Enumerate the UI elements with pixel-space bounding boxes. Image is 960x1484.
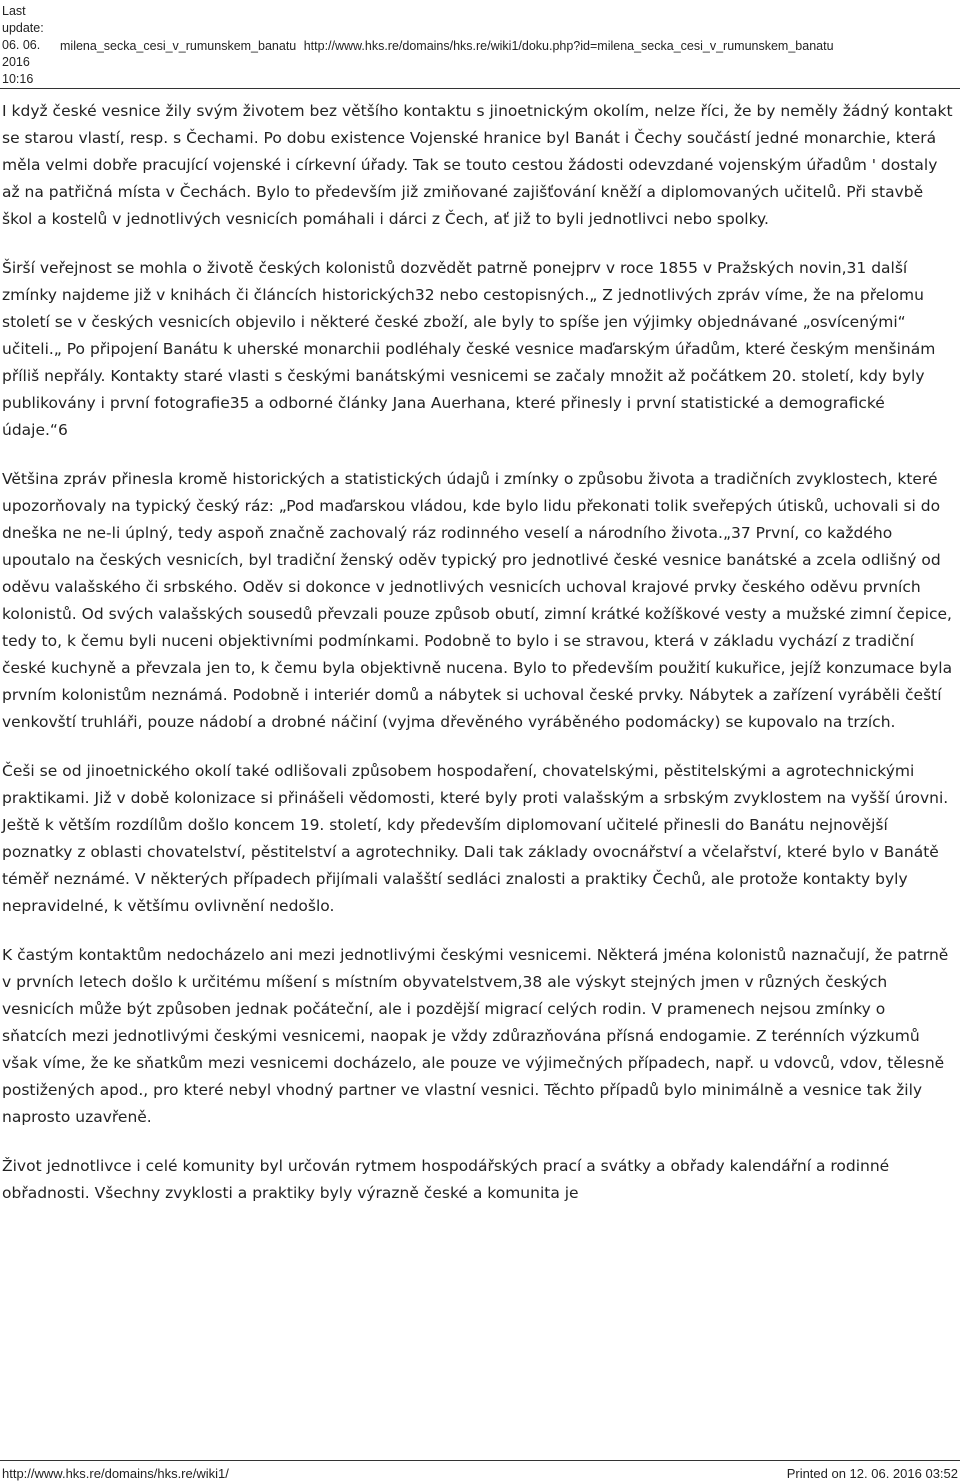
printed-date: Printed on 12. 06. 2016 03:52: [786, 1466, 958, 1481]
page-name: milena_secka_cesi_v_rumunskem_banatu: [60, 39, 297, 53]
page-footer: [0, 1460, 960, 1484]
last-update-label-2: update:: [2, 21, 44, 35]
last-update-label: Last: [2, 4, 26, 18]
page-identity: [60, 38, 838, 55]
paragraph-2: Širší veřejnost se mohla o životě českých kolonistů dozvědět patrně ponejprv v roce 1855 v Pražských novin,31 další zmínky najdeme již v knihách či článcích historických32 nebo cestopisných.„ Z jednotlivých zpráv víme, že na přelomu století se v českých vesnicích objevilo i některé české zboží, ale byly to spíše jen výjimky objednávané „osvícenými“ učiteli.„ Po připojení Banátu k uherské monarchii podléhaly české vesnice maďarským úřadům, které českým menšinám příliš nepřály. Kontakty staré vlasti s českými banátskými vesnicemi se začaly množit až počátkem 20. století, kdy byly publikovány i první fotografie35 a odborné články Jana Auerhana, které přinesly i první statistické a demografické údaje.“6: [2, 259, 936, 439]
last-update-date: 06. 06.: [2, 38, 41, 52]
paragraph-3: Většina zpráv přinesla kromě historických a statistických údajů i zmínky o způsobu života a tradičních zvyklostech, které upozorňovaly na typický český ráz: „Pod maďarskou vládou, kde bylo lidu překonati tolik sveřepých útisků, uchovali si do dneška ne ne-li úplný, tedy aspoň značně zachovalý ráz rodinného veselí a národního života.„37 První, co každého upoutalo na českých vesnicích, byl tradiční ženský oděv typický pro jednotlivé české vesnice banátské a zcela odlišný od oděvu valašského či srbského. Oděv si dokonce v jednotlivých vesnicích uchoval krajové prvky českého oděvu prvních kolonistů. Od svých valašských sousedů převzali pouze způsob obutí, zimní krátké kožíškové vesty a mužské zimní čepice, tedy to, k čemu byli nuceni objektivními podmínkami. Podobně to bylo i se stravou, která v základu vychází z tradiční české kuchyně a převzala jen to, k čemu byla objektivně nucena. Bylo to především použití kukuřice, jejíž konzumace byla prvním kolonistům neznámá. Podobně i interiér domů a nábytek si uchoval české prvky. Nábytek a zařízení vyráběli čeští venkovští truhláři, pouze nádobí a drobné náčiní (vyjma dřevěného vyráběného podomácky) se kupovalo na trzích.: [2, 470, 953, 731]
page-header: [0, 0, 960, 89]
last-update-time: 10:16: [2, 72, 34, 86]
paragraph-4: Češi se od jinoetnického okolí také odlišovali způsobem hospodaření, chovatelskými, pěstitelskými a agrotechnickými praktikami. Již v době kolonizace si přinášeli vědomosti, které byly proti valašským a srbským zvyklostem na vyšší úrovni. Ještě k větším rozdílům došlo koncem 19. století, kdy především diplomovaní učitelé přinesli do Banátu nejnovější poznatky z oblasti chovatelství, pěstitelství a agrotechniky. Dali tak základy ovocnářství a včelařství, které bylo v Banátě téměř neznámé. V některých případech přijímali valašští sedláci znalosti a praktiky Čechů, ale protože kontakty byly nepravidelné, k většímu ovlivnění nedošlo.: [2, 762, 949, 915]
paragraph-6: Život jednotlivce i celé komunity byl určován rytmem hospodářských prací a svátky a obřady kalendářní a rodinné obřadnosti. Všechny zvyklosti a praktiky byly výrazně české a komunita je: [2, 1157, 890, 1202]
paragraph-5: K častým kontaktům nedocházelo ani mezi jednotlivými českými vesnicemi. Některá jména kolonistů naznačují, že patrně v prvních letech došlo k určitému míšení s místním obyvatelstvem,38 ale výskyt stejných jmen v různých českých vesnicích může být způsoben jednak počáteční, ale i pozdější migrací celých rodin. V pramenech nejsou zmínky o sňatcích mezi jednotlivými českými vesnicemi, naopak je vždy zdůrazňována přísná endogamie. Z terénních výzkumů však víme, že ke sňatkům mezi vesnicemi docházelo, ale pouze ve výjimečných případech, např. u vdovců, vdov, tělesně postižených apod., pro které nebyl vhodný partner ve vlastní vesnici. Těchto případů bylo minimálně a vesnice tak žily naprosto uzavřeně.: [2, 946, 949, 1126]
footer-url: http://www.hks.re/domains/hks.re/wiki1/: [2, 1466, 229, 1481]
article-body: [2, 98, 954, 1229]
page-url: http://www.hks.re/domains/hks.re/wiki1/doku.php?id=milena_secka_cesi_v_rumunskem_banatu: [303, 39, 834, 53]
paragraph-1: I když české vesnice žily svým životem bez většího kontaktu s jinoetnickým okolím, nelze říci, že by neměly žádný kontakt se starou vlastí, resp. s Čechami. Po dobu existence Vojenské hranice byl Banát i Čechy součástí jedné monarchie, která měla velmi dobře pracující vojenské i církevní úřady. Tak se touto cestou žádosti odevzdané vojenským úřadům ' dostaly až na patřičná místa v Čechách. Bylo to především již zmiňované zajišťování kněží a diplomovaných učitelů. Při stavbě škol a kostelů v jednotlivých vesnicích pomáhali i dárci z Čech, ať již to byli jednotlivci nebo spolky.: [2, 102, 953, 228]
last-update-block: [2, 3, 52, 88]
last-update-year: 2016: [2, 55, 30, 69]
